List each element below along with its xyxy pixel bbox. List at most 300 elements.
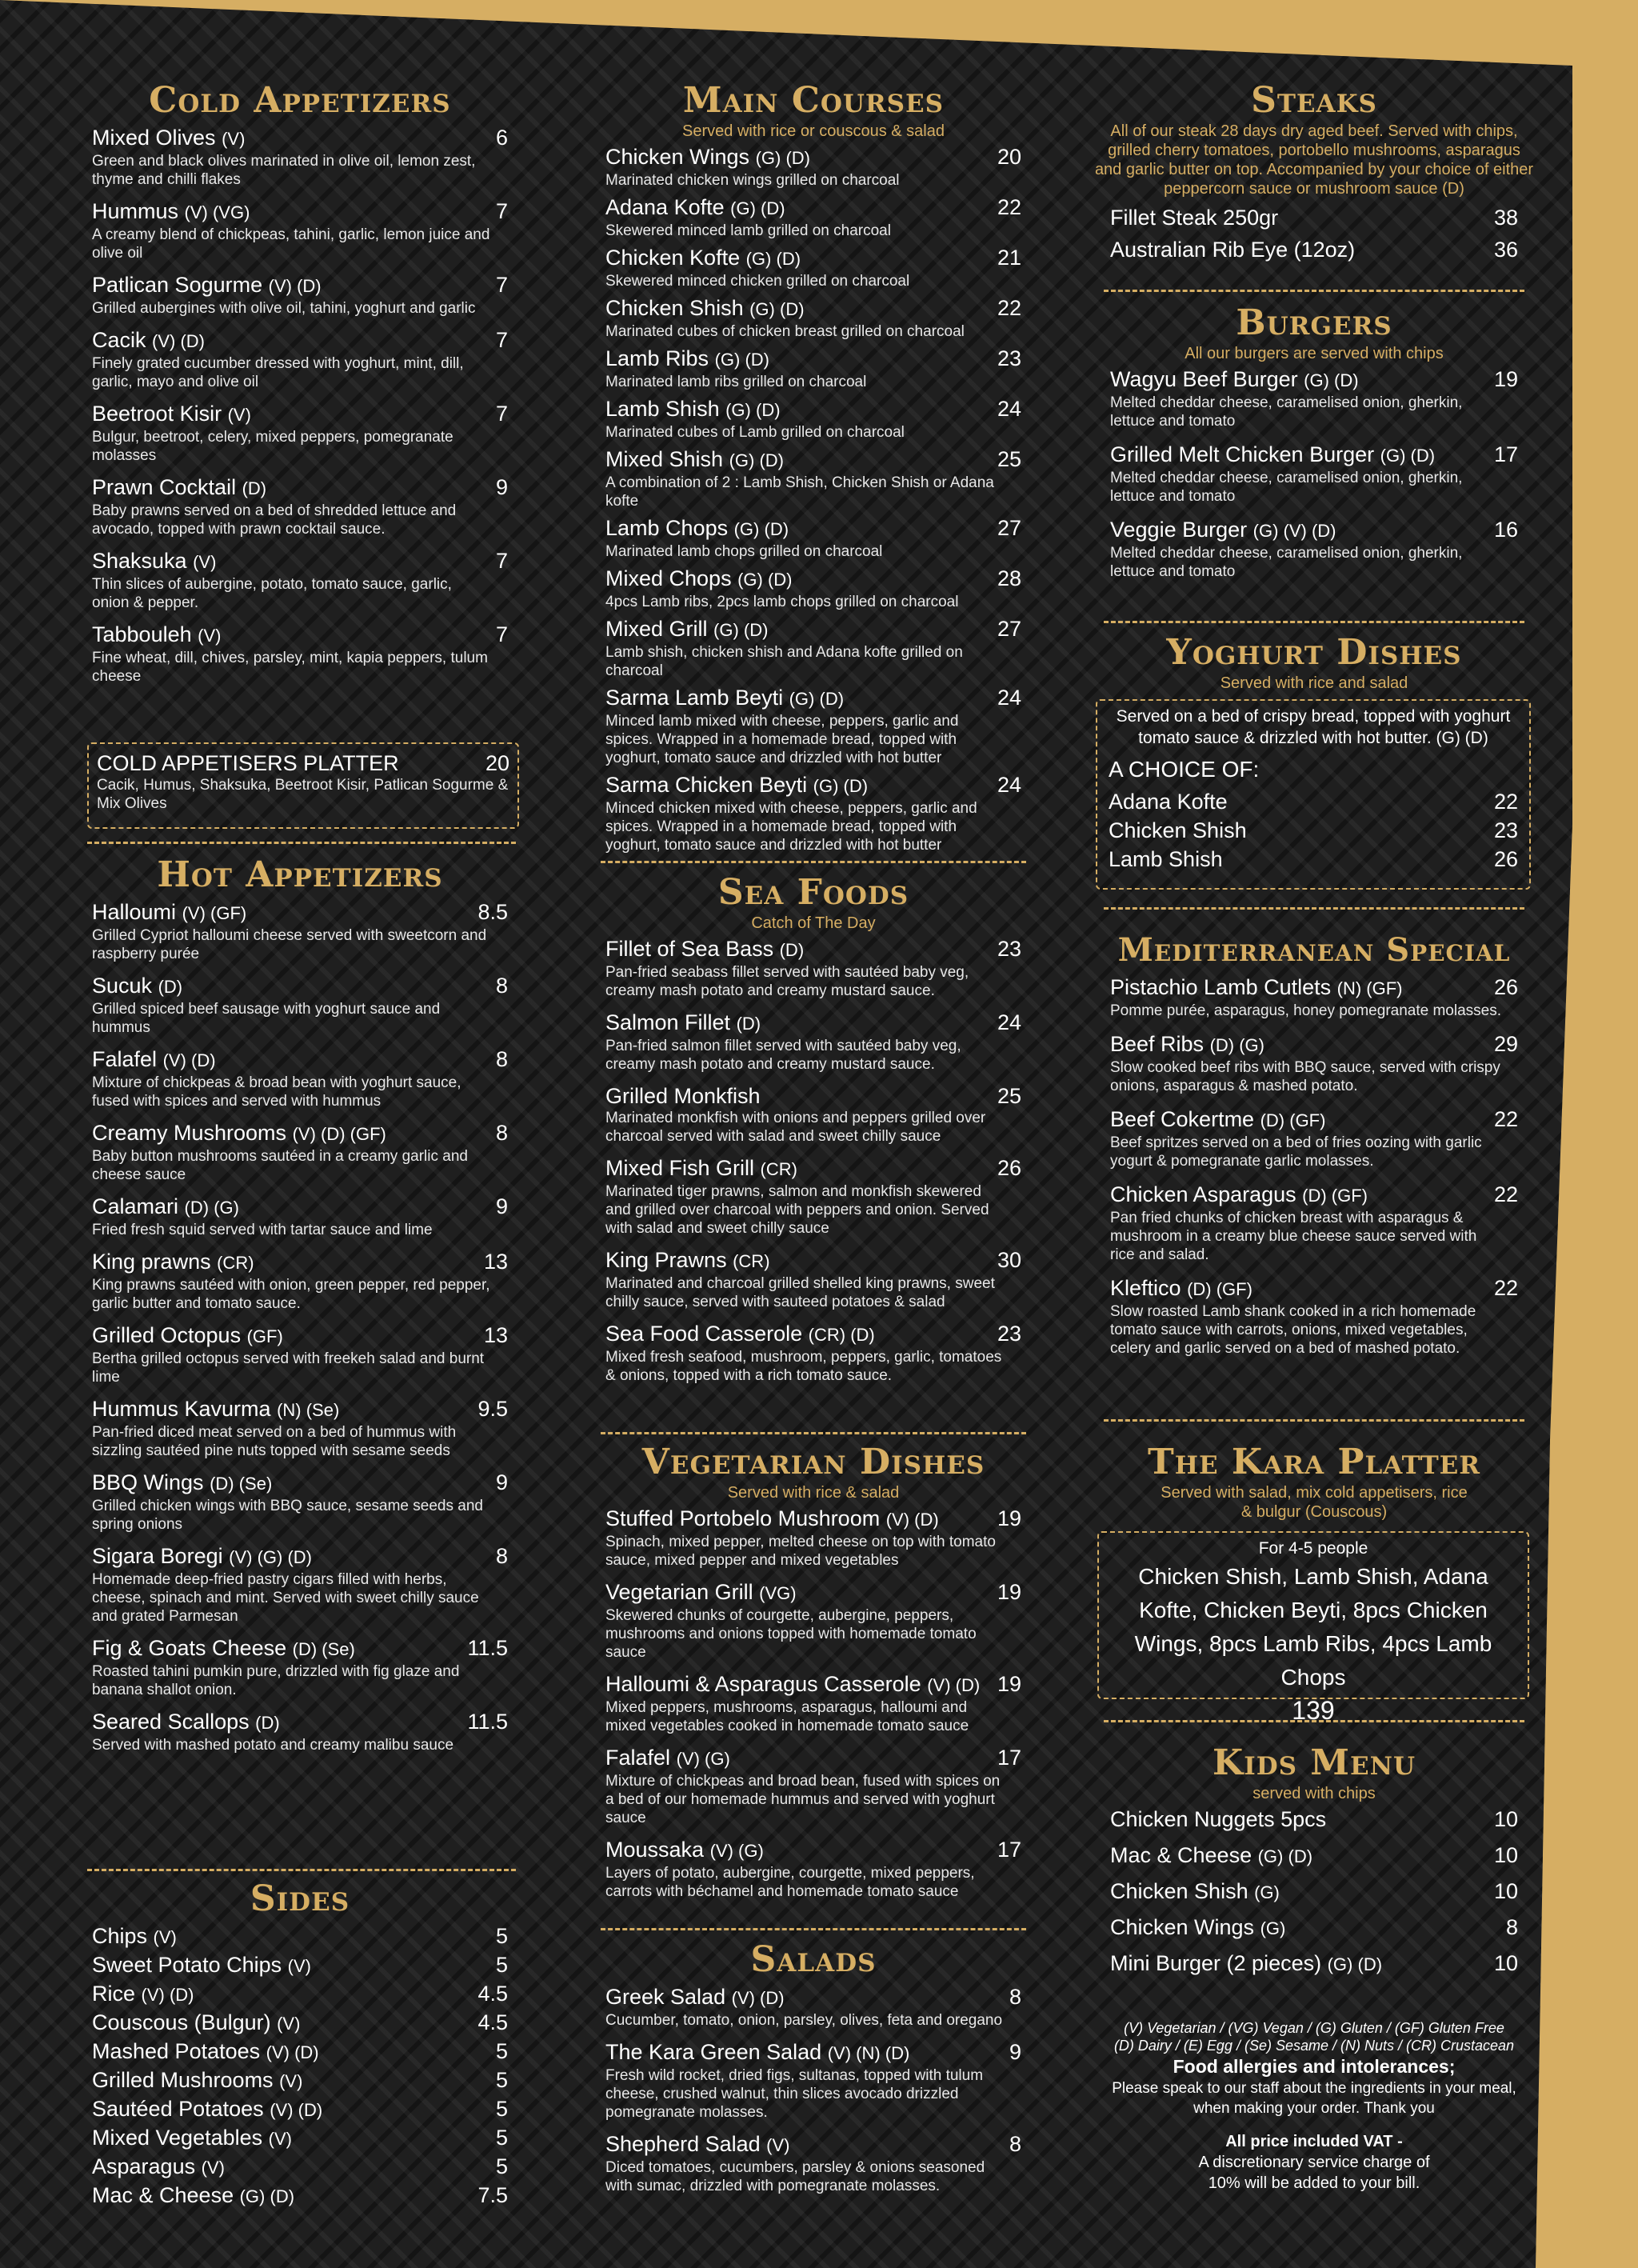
section-subtitle: Served with rice or couscous & salad [682,122,945,140]
item-price: 5 [495,2154,508,2178]
divider [601,861,1026,863]
item-name-line [605,616,1021,643]
item-description: Grilled aubergines with olive oil, tahini, yoghurt and garlic [92,300,476,317]
item-description: Marinated tiger prawns, salmon and monkfish skewered and grilled over charcoal with peppers and onion. Served with salad and sweet chilly sauce [605,1183,989,1237]
item-price: 25 [997,447,1021,471]
menu-item [92,2154,508,2182]
menu-item [92,2010,508,2038]
item-description: Pan fried chunks of chicken breast with asparagus & mushroom in a creamy blue cheese sauce served with rice and salad. [1110,1210,1477,1263]
item-name: Mashed Potatoes [92,2039,261,2063]
allergy-text: Please speak to our staff about the ingredients in your meal, when making your order. Thank you [1112,2080,1516,2117]
item-name-line [92,2096,508,2123]
item-tags: (V) [222,129,246,149]
menu-item [1110,517,1518,581]
item-name-line [605,295,1021,322]
item-name: Beetroot Kisir [92,402,222,426]
divider [87,842,516,844]
item-name-line [1110,1275,1518,1302]
divider [1104,1720,1524,1722]
item-tags: (CR) [217,1253,254,1273]
item-name-line [92,1322,508,1350]
item-tags: (V) [227,405,251,425]
menu-item [605,1984,1021,2030]
item-name-line [605,1745,1021,1772]
item-tags: (CR) [733,1251,770,1271]
menu-item [605,295,1021,341]
menu-item [92,2182,508,2211]
item-name-line [92,1635,508,1662]
item-price: 5 [495,1924,508,1948]
item-name: Kleftico [1110,1276,1181,1300]
item-price: 23 [997,937,1021,961]
hot-appetizers-list [92,899,508,1754]
item-name-line [92,2125,508,2152]
item-name-line [1110,366,1518,394]
item-price: 4.5 [477,1982,508,2006]
item-description: Homemade deep-fried pastry cigars filled with herbs, cheese, spinach and mint. Served with sweet chilly sauce and grated Parmesan [92,1571,479,1625]
item-description: Green and black olives marinated in olive oil, lemon zest, thyme and chilli flakes [92,153,476,188]
item-price: 17 [997,1838,1021,1862]
item-name-line [1110,1182,1518,1209]
menu-item [92,125,508,189]
item-price: 26 [997,1156,1021,1180]
item-price: 8 [495,1121,508,1145]
item-price: 25 [997,1084,1021,1108]
item-name: Mixed Grill [605,617,708,641]
menu-item [605,515,1021,561]
item-price: 7 [495,402,508,426]
item-name: Rice [92,1982,136,2006]
sides-section [92,1878,508,2211]
item-price: 19 [997,1506,1021,1530]
item-price: 23 [997,346,1021,370]
section-title: Kids Menu [1212,1742,1416,1783]
item-name: Patlican Sogurme [92,273,263,297]
item-name-line [1110,517,1518,544]
item-description: Mixture of chickpeas & broad bean with yoghurt sauce, fused with spices and served with hummus [92,1074,461,1110]
section-title: Steaks [1251,80,1377,121]
item-name: Lamb Ribs [605,346,709,370]
item-name-line [1109,789,1518,814]
item-price: 19 [1493,367,1518,391]
yoghurt-choice: A CHOICE OF: [1109,757,1260,782]
item-name: Prawn Cocktail [92,475,237,499]
item-name: Shepherd Salad [605,2132,761,2156]
section-subtitle: served with chips [1252,1785,1376,1802]
item-name-line [92,1046,508,1074]
item-price: 10 [1493,1951,1518,1975]
item-price: 13 [483,1250,508,1274]
item-name: Sautéed Potatoes [92,2097,264,2121]
kara-price: 139 [1292,1696,1335,1725]
item-name-line [92,1470,508,1497]
item-tags: (G) (D) [813,776,869,796]
item-name-line [605,346,1021,373]
menu-item [1109,846,1518,875]
item-description: Pan-fried salmon fillet served with sautéed baby veg, creamy mash potato and creamy mustard sauce. [605,1038,961,1073]
item-description: Served with mashed potato and creamy malibu sauce [92,1737,454,1754]
item-description: Marinated monkfish with onions and peppers grilled over charcoal served with salad and sweet chilly sauce [605,1110,986,1145]
item-name-line [92,1952,508,1979]
item-name-line [605,144,1021,171]
item-price: 26 [1493,847,1518,871]
item-price: 5 [495,2097,508,2121]
item-tags: (V) (D) [152,331,206,351]
item-name-line [92,474,508,502]
item-name-line [605,1837,1021,1864]
item-name: Shaksuka [92,549,187,573]
yoghurt-intro: Served on a bed of crispy bread, topped with yoghurt tomato sauce & drizzled with hot butter. (G) (D) [1116,707,1511,747]
item-name: Wagyu Beef Burger [1110,367,1298,391]
item-tags: (G) (D) [239,2186,295,2206]
item-name: Tabbouleh [92,622,192,646]
item-name: Adana Kofte [1109,790,1228,814]
item-price: 17 [997,1746,1021,1770]
item-name-line [92,1709,508,1736]
item-description: Skewered minced lamb grilled on charcoal [605,222,891,239]
item-name: COLD APPETISERS PLATTER [97,751,399,775]
item-price: 5 [495,1953,508,1977]
item-description: Beef spritzes served on a bed of fries oozing with garlic yogurt & pomegranate garlic molasses. [1110,1134,1482,1170]
item-name-line [92,1396,508,1423]
kara-people: For 4-5 people [1258,1539,1368,1558]
item-name-line [605,1010,1021,1037]
item-name: Beef Ribs [1110,1032,1205,1056]
item-name: Sweet Potato Chips [92,1953,282,1977]
item-name-line [1110,1878,1518,1906]
main-courses-list [605,144,1021,854]
item-price: 22 [1493,1276,1518,1300]
item-description: Marinated lamb chops grilled on charcoal [605,543,883,560]
item-name-line [605,1321,1021,1348]
item-name: Halloumi & Asparagus Casserole [605,1672,921,1696]
menu-item [605,616,1021,680]
item-tags: (D) (GF) [1187,1279,1252,1299]
item-name: Australian Rib Eye (12oz) [1110,238,1356,262]
item-tags: (V) [279,2071,303,2091]
item-name: Asparagus [92,2154,196,2178]
menu-item [92,1046,508,1110]
item-tags: (V) (D) [927,1675,981,1695]
menu-item [1110,205,1518,234]
item-name-line [92,1543,508,1570]
menu-item [605,1506,1021,1570]
item-price: 24 [997,773,1021,797]
menu-item [92,198,508,262]
item-description: Bulgur, beetroot, celery, mixed peppers, pomegranate molasses [92,429,453,464]
item-tags: (G) (V) (D) [1252,521,1336,541]
item-name-line [92,1194,508,1221]
item-description: Cacik, Humus, Shaksuka, Beetroot Kisir, Patlican Sogurme & Mix Olives [97,777,509,812]
item-name-line [92,2010,508,2037]
item-tags: (G) (D) [1304,370,1359,390]
item-name: Halloumi [92,900,177,924]
item-tags: (G) (D) [745,249,801,269]
menu-item [1109,789,1518,818]
item-tags: (V) [193,552,217,572]
item-name: Grilled Octopus [92,1323,242,1347]
menu-item [92,1952,508,1981]
section-title: Vegetarian Dishes [641,1442,985,1482]
menu-item [605,1155,1021,1238]
salads-section [605,1939,1021,2195]
item-description: Mixture of chickpeas and broad bean, fused with spices on a bed of our homemade hummus and served with yoghurt sauce [605,1773,1001,1826]
item-price: 22 [997,195,1021,219]
divider [87,1869,516,1871]
item-description: Cucumber, tomato, onion, parsley, olives, feta and oregano [605,2012,1003,2029]
item-name: Hummus Kavurma [92,1397,271,1421]
menu-item [605,245,1021,290]
menu-item [92,401,508,465]
menu-item [92,1981,508,2010]
item-description: Marinated chicken wings grilled on charcoal [605,172,900,189]
item-price: 8 [1505,1915,1518,1939]
item-name: Mac & Cheese [1110,1843,1252,1867]
item-name-line [1110,205,1518,230]
item-price: 22 [997,296,1021,320]
menu-item [92,2125,508,2154]
item-name: Fillet of Sea Bass [605,937,774,961]
item-price: 5 [495,2068,508,2092]
item-tags: (G) (D) [755,148,810,168]
item-price: 21 [997,246,1021,270]
item-price: 22 [1493,790,1518,814]
item-description: Pomme purée, asparagus, honey pomegranate molasses. [1110,1002,1501,1019]
item-description: Spinach, mixed pepper, melted cheese on top with tomato sauce, mixed pepper and mixed vegetables [605,1534,996,1569]
sides-list [92,1923,508,2211]
item-name-line [605,2131,1021,2158]
item-description: 4pcs Lamb ribs, 2pcs lamb chops grilled on charcoal [605,594,959,610]
item-description: Slow roasted Lamb shank cooked in a rich homemade tomato sauce with carrots, onions, mixed vegetables, celery and garlic served on a bed of mashed potato. [1110,1303,1476,1357]
item-tags: (V) (D) [162,1050,216,1070]
item-tags: (D) (GF) [1260,1110,1326,1130]
item-price: 38 [1493,206,1518,230]
item-tags: (N) (GF) [1336,978,1403,998]
item-name-line [92,2067,508,2094]
item-description: Diced tomatoes, cucumbers, parsley & onions seasoned with sumac, drizzled with pomegranate molasses. [605,2159,985,2194]
item-description: Grilled spiced beef sausage with yoghurt sauce and hummus [92,1001,441,1036]
item-price: 20 [485,751,509,775]
item-price: 27 [997,617,1021,641]
item-tags: (D) (Se) [210,1474,273,1494]
vat-note: All price included VAT - [1225,2133,1403,2150]
item-tags: (G) (D) [789,689,845,709]
item-name-line [605,1155,1021,1182]
item-name: Pistachio Lamb Cutlets [1110,975,1332,999]
item-description: Roasted tahini pumkin pure, drizzled with fig glaze and banana shallot onion. [92,1663,460,1698]
item-name-line [92,1120,508,1147]
section-title: Main Courses [682,80,945,121]
menu-item [605,2131,1021,2195]
menu-item [1109,818,1518,846]
menu-item [1110,1031,1518,1095]
item-price: 9 [495,475,508,499]
item-tags: (CR) [760,1159,797,1179]
item-price: 4.5 [477,2010,508,2034]
item-name: Chicken Nuggets 5pcs [1110,1807,1327,1831]
item-name: Cacik [92,328,146,352]
legend-line-2: (D) Dairy / (E) Egg / (Se) Sesame / (N) Nuts / (CR) Crustacean [1113,2038,1515,2054]
item-name: Fig & Goats Cheese [92,1636,287,1660]
menu-item [605,685,1021,767]
section-subtitle: Served with rice and salad [1220,674,1408,692]
item-tags: (V) (VG) [184,202,250,222]
vegetarian-section [605,1442,1021,1901]
yoghurt-section [1110,632,1518,693]
item-name: Mixed Chops [605,566,732,590]
item-tags: (G) (D) [737,570,793,590]
item-name-line [92,272,508,299]
item-price: 8 [495,1047,508,1071]
item-description: Marinated cubes of chicken breast grilled on charcoal [605,323,965,340]
item-tags: (V) (G) [676,1749,730,1769]
item-name: Grilled Mushrooms [92,2068,274,2092]
item-name-line [1110,1950,1518,1978]
item-name: King prawns [92,1250,211,1274]
item-description: Finely grated cucumber dressed with yoghurt, mint, dill, garlic, mayo and olive oil [92,355,464,390]
item-tags: (D) [736,1014,761,1034]
item-description: Lamb shish, chicken shish and Adana kofte grilled on charcoal [605,644,963,679]
item-name: Sarma Chicken Beyti [605,773,808,797]
item-description: A creamy blend of chickpeas, tahini, garlic, lemon juice and olive oil [92,226,490,262]
item-price: 8.5 [477,900,508,924]
item-tags: (V) (D) [141,1985,194,2005]
item-price: 13 [483,1323,508,1347]
item-price: 9 [495,1470,508,1494]
main-courses-section [605,80,1021,854]
menu-item [605,1579,1021,1662]
item-tags: (G) (D) [1257,1846,1313,1866]
item-name: Mac & Cheese [92,2183,234,2207]
menu-item [605,1837,1021,1901]
item-name: King Prawns [605,1248,727,1272]
item-price: 10 [1493,1879,1518,1903]
menu-item [605,144,1021,190]
item-name: Chicken Wings [1110,1915,1255,1939]
section-title: The Kara Platter [1147,1442,1481,1482]
item-price: 19 [997,1672,1021,1696]
item-description: Skewered minced chicken grilled on charcoal [605,273,910,290]
item-tags: (V) (N) (D) [827,2043,910,2063]
item-price: 9.5 [477,1397,508,1421]
item-name-line [1110,974,1518,1002]
item-name: Moussaka [605,1838,705,1862]
item-price: 23 [997,1322,1021,1346]
hot-appetizers-section [92,854,508,1754]
item-price: 28 [997,566,1021,590]
item-name: Sea Food Casserole [605,1322,803,1346]
item-description: Pan-fried seabass fillet served with sautéed baby veg, creamy mash potato and creamy mustard sauce. [605,964,969,999]
item-name: Hummus [92,199,179,223]
item-name: Falafel [605,1746,671,1770]
item-price: 9 [1009,2040,1021,2064]
item-tags: (V) [766,2135,790,2155]
item-name-line [1109,846,1518,872]
item-tags: (G) (D) [730,198,785,218]
mediterranean-list [1110,974,1518,1358]
item-tags: (G) (D) [1380,446,1436,466]
burgers-section [1110,302,1518,581]
item-price: 24 [997,1010,1021,1034]
item-description: Mixed fresh seafood, mushroom, peppers, garlic, tomatoes & onions, topped with a rich tomato sauce. [605,1349,1002,1384]
item-description: Melted cheddar cheese, caramelised onion, gherkin, lettuce and tomato [1110,470,1463,505]
item-price: 7 [495,273,508,297]
menu-item [92,1470,508,1534]
item-tags: (D) (G) [1209,1035,1264,1055]
kara-contents: Chicken Shish, Lamb Shish, Adana Kofte, Chicken Beyti, 8pcs Chicken Wings, 8pcs Lamb Ribs, 4pcs Lamb Chops [1134,1564,1492,1690]
item-price: 16 [1493,518,1518,542]
item-description: Marinated and charcoal grilled shelled king prawns, sweet chilly sauce, served with sauteed potatoes & salad [605,1275,995,1310]
menu-item [605,396,1021,442]
item-description: Marinated cubes of Lamb grilled on charcoal [605,424,905,441]
item-price: 29 [1493,1032,1518,1056]
section-subtitle: Served with rice & salad [727,1484,900,1502]
item-name: Fillet Steak 250gr [1110,206,1279,230]
item-description: Skewered chunks of courgette, aubergine, peppers, mushrooms and onions topped with homemade tomato sauce [605,1607,977,1661]
item-name-line [1110,237,1518,262]
section-title: Mediterranean Special [1117,931,1511,969]
burgers-list [1110,366,1518,581]
item-name-line [605,685,1021,712]
item-price: 11.5 [467,1710,508,1734]
item-name: Chicken Shish [1110,1879,1248,1903]
item-description: Layers of potato, aubergine, courgette, mixed peppers, carrots with béchamel and homemade tomato sauce [605,1865,975,1900]
menu-item [1110,237,1518,266]
item-name: The Kara Green Salad [605,2040,822,2064]
item-description: Baby button mushrooms sautéed in a creamy garlic and cheese sauce [92,1148,468,1183]
divider [601,1928,1026,1930]
item-price: 36 [1493,238,1518,262]
item-tags: (D) [242,478,267,498]
item-name: Chicken Asparagus [1110,1182,1296,1206]
kara-platter-section [1110,1442,1518,1522]
item-name: Chips [92,1924,148,1948]
menu-item [605,1745,1021,1827]
item-tags: (D) [255,1713,280,1733]
menu-item [605,446,1021,510]
legend-line-1: (V) Vegetarian / (VG) Vegan / (G) Gluten / (GF) Gluten Free [1124,2020,1504,2036]
section-subtitle: Served with salad, mix cold appetisers, rice & bulgur (Couscous) [1161,1484,1468,1521]
menu-item [605,1671,1021,1735]
divider [1104,907,1524,910]
item-name: Lamb Shish [1109,847,1223,871]
item-name: Mini Burger (2 pieces) [1110,1951,1322,1975]
menu-item [92,2038,508,2067]
item-name: Lamb Shish [605,397,720,421]
item-tags: (V) (G) [709,1841,764,1861]
item-description: Melted cheddar cheese, caramelised onion, gherkin, lettuce and tomato [1110,394,1463,430]
section-title: Sides [250,1878,350,1919]
sea-foods-list [605,936,1021,1385]
item-name-line [605,1579,1021,1606]
item-name-line [92,622,508,649]
item-description: King prawns sautéed with onion, green pepper, red pepper, garlic butter and tomato sauce. [92,1277,490,1312]
menu-item [1110,974,1518,1020]
menu-item [92,1249,508,1313]
item-description: Thin slices of aubergine, potato, tomato sauce, garlic, onion & pepper. [92,576,452,611]
allergy-title: Food allergies and intolerances; [1173,2056,1456,2077]
item-tags: (D) [158,977,183,997]
item-price: 8 [1009,2132,1021,2156]
item-name-line [605,2039,1021,2066]
item-price: 30 [997,1248,1021,1272]
item-name-line [605,194,1021,222]
menu-item [92,548,508,612]
item-tags: (G) (D) [713,620,769,640]
item-name-line [92,1981,508,2008]
item-tags: (VG) [759,1583,797,1603]
item-description: Fine wheat, dill, chives, parsley, mint, kapia peppers, tulum cheese [92,650,488,685]
